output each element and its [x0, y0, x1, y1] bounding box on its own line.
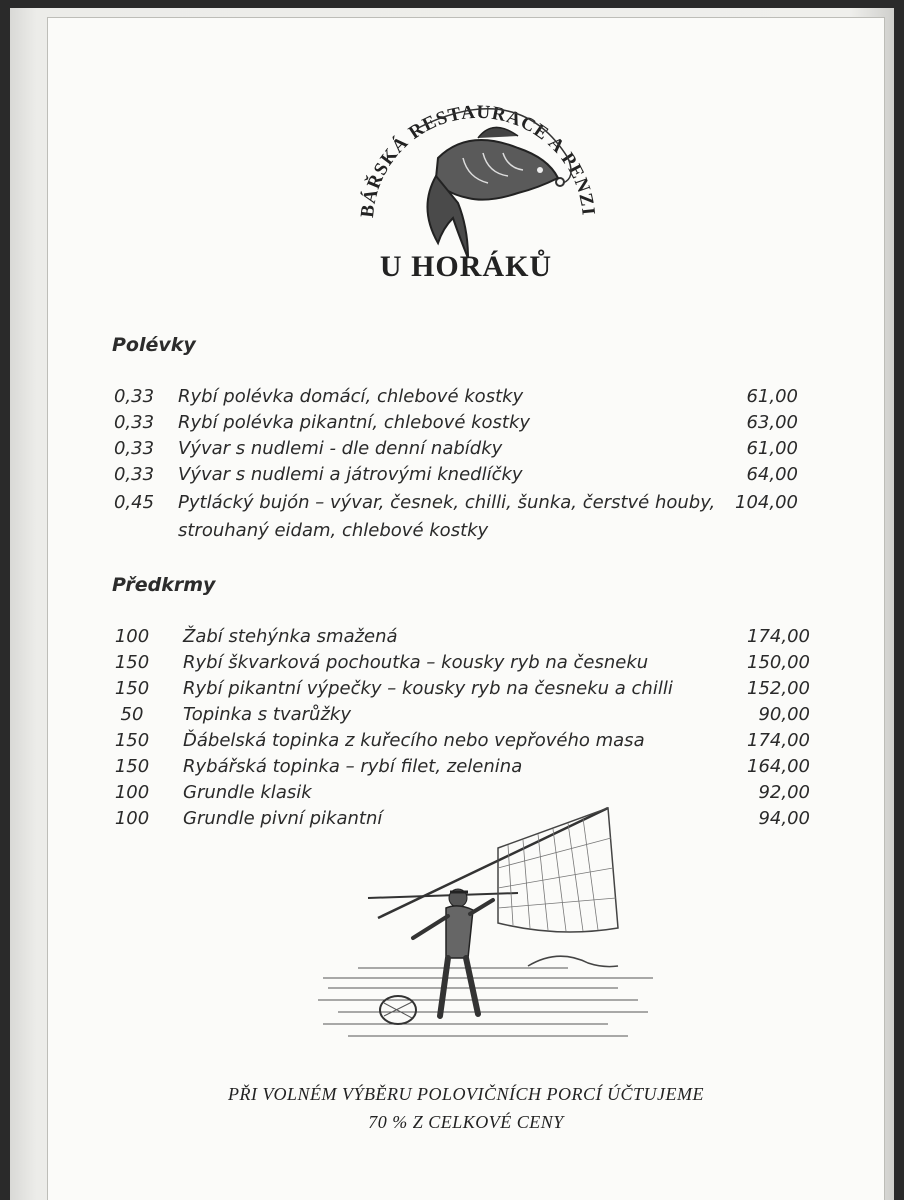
item-name: Vývar s nudlemi - dle denní nabídky — [178, 438, 503, 459]
restaurant-name: U HORÁKŮ — [379, 250, 553, 283]
restaurant-logo — [318, 58, 638, 328]
item-price: 150,00 — [747, 652, 810, 673]
menu-page — [48, 18, 884, 1200]
item-quantity: 150 — [114, 756, 150, 777]
section-title-polevky: Polévky — [112, 334, 196, 356]
item-name: Rybí pikantní výpečky – kousky ryb na česneku a chilli — [183, 678, 673, 699]
menu-item — [48, 678, 884, 704]
item-quantity: 150 — [114, 652, 150, 673]
item-price: 61,00 — [746, 386, 798, 407]
menu-item — [48, 756, 884, 782]
item-price: 174,00 — [747, 626, 810, 647]
item-price: 104,00 — [735, 492, 798, 513]
fisherman-illustration — [318, 788, 658, 1048]
item-quantity: 0,45 — [113, 492, 155, 513]
item-price: 61,00 — [746, 438, 798, 459]
item-name: Topinka s tvarůžky — [183, 704, 351, 725]
item-name: Žabí stehýnka smažená — [183, 626, 398, 647]
item-quantity: 50 — [120, 704, 144, 725]
menu-item — [48, 492, 884, 518]
menu-item — [48, 652, 884, 678]
item-price: 63,00 — [746, 412, 798, 433]
menu-item — [48, 704, 884, 730]
item-quantity: 100 — [114, 626, 150, 647]
item-quantity: 100 — [114, 782, 150, 803]
item-price: 152,00 — [747, 678, 810, 699]
footer-line-1: PŘI VOLNÉM VÝBĚRU POLOVIČNÍCH PORCÍ ÚČTUJEME — [228, 1084, 704, 1104]
menu-item — [48, 464, 884, 490]
menu-item — [48, 412, 884, 438]
item-quantity: 150 — [114, 730, 150, 751]
fisherman-with-net-icon — [318, 788, 658, 1048]
carp-fish-hook-icon — [318, 58, 638, 328]
item-name: Rybářská topinka – rybí filet, zelenina — [183, 756, 523, 777]
item-name: Grundle pivní pikantní — [183, 808, 383, 829]
section-title-predkrmy: Předkrmy — [112, 574, 216, 596]
item-name: Ďábelská topinka z kuřecího nebo vepřového masa — [183, 730, 645, 751]
menu-item — [48, 438, 884, 464]
footer-line-2: 70 % Z CELKOVÉ CENY — [368, 1112, 564, 1132]
item-quantity: 0,33 — [113, 412, 155, 433]
item-quantity: 0,33 — [113, 438, 155, 459]
item-quantity: 0,33 — [113, 386, 155, 407]
item-price: 94,00 — [758, 808, 810, 829]
item-quantity: 100 — [114, 808, 150, 829]
menu-item — [48, 386, 884, 412]
item-price: 164,00 — [747, 756, 810, 777]
menu-item — [48, 626, 884, 652]
logo-arc-text: BÁŘSKÁ RESTAURACE A PENZI — [356, 101, 599, 219]
item-name: Vývar s nudlemi a játrovými knedlíčky — [178, 464, 523, 485]
item-quantity: 0,33 — [113, 464, 155, 485]
menu-item — [48, 730, 884, 756]
item-price: 174,00 — [747, 730, 810, 751]
item-quantity: 150 — [114, 678, 150, 699]
item-price: 64,00 — [746, 464, 798, 485]
item-name: Pytlácký bujón – vývar, česnek, chilli, šunka, čerstvé houby, — [178, 492, 716, 513]
item-name: Rybí škvarková pochoutka – kousky ryb na česneku — [183, 652, 649, 673]
item-price: 90,00 — [758, 704, 810, 725]
item-name: Grundle klasik — [183, 782, 312, 803]
item-price: 92,00 — [758, 782, 810, 803]
item-name: Rybí polévka pikantní, chlebové kostky — [178, 412, 531, 433]
item-name: Rybí polévka domácí, chlebové kostky — [178, 386, 524, 407]
item-name-continuation: strouhaný eidam, chlebové kostky — [178, 520, 489, 541]
